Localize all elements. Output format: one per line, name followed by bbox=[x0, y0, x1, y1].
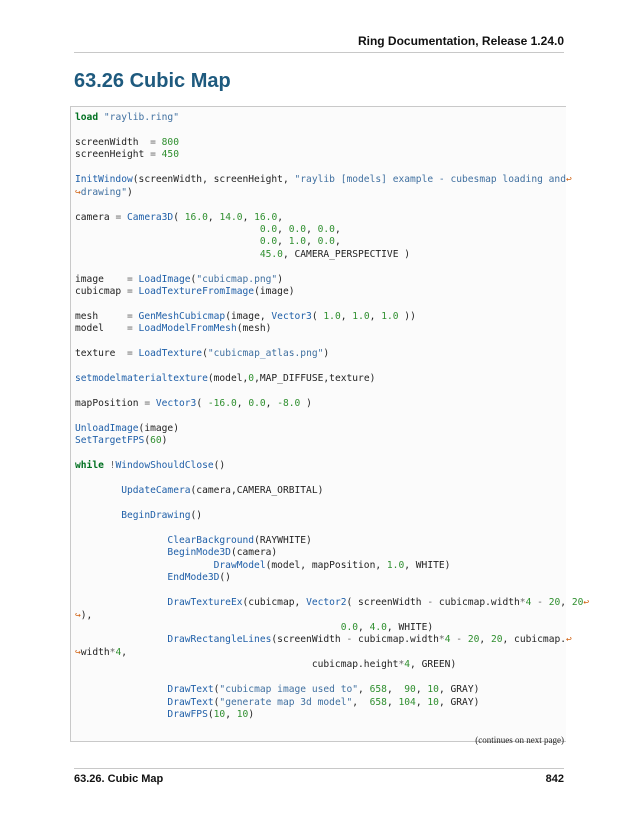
code-token: ( bbox=[144, 435, 151, 447]
code-token: ), bbox=[80, 609, 93, 621]
code-token: (cubicmap, bbox=[242, 597, 307, 609]
code-line bbox=[75, 709, 589, 721]
code-token: cubicmap bbox=[75, 286, 127, 298]
code-token: 0.0 bbox=[259, 223, 278, 235]
code-line bbox=[75, 411, 589, 423]
code-token: texture bbox=[75, 348, 127, 360]
code-token bbox=[75, 560, 214, 571]
code-line bbox=[75, 435, 589, 447]
code-token: , bbox=[277, 211, 284, 223]
code-token: (screenWidth bbox=[271, 634, 347, 646]
code-token: DrawModel bbox=[213, 559, 266, 571]
code-token: 16.0 bbox=[254, 211, 278, 223]
code-token bbox=[75, 224, 260, 235]
code-token: LoadTextureFromImage bbox=[138, 286, 255, 298]
code-token: ) bbox=[161, 435, 168, 447]
code-line bbox=[75, 124, 589, 136]
code-token: 1.0 bbox=[386, 559, 405, 571]
code-token: cubicmap.width bbox=[433, 597, 520, 609]
code-token: (camera) bbox=[230, 547, 278, 559]
code-line bbox=[75, 398, 589, 410]
code-token: )) bbox=[398, 311, 416, 322]
code-token: ( bbox=[190, 273, 197, 285]
code-token: , bbox=[277, 223, 289, 235]
code-token: EndMode3D bbox=[167, 572, 220, 584]
code-token: , GRAY) bbox=[438, 684, 480, 696]
footer-page-number: 842 bbox=[545, 773, 564, 785]
code-token: , bbox=[358, 684, 370, 696]
code-token: , bbox=[386, 696, 399, 708]
code-token: 20 bbox=[490, 634, 503, 646]
code-token: (RAYWHITE) bbox=[254, 534, 312, 546]
code-token: 0.0 bbox=[259, 236, 278, 248]
code-token: ↩ bbox=[583, 597, 590, 609]
code-token: ↪ bbox=[75, 186, 81, 198]
code-token: LoadModelFromMesh bbox=[138, 323, 237, 335]
code-token: "raylib.ring" bbox=[103, 112, 179, 123]
code-token bbox=[75, 249, 260, 260]
code-line bbox=[75, 274, 589, 286]
code-token: 0.0 bbox=[248, 398, 266, 410]
code-token: "raylib [models] example - cubesmap loading and bbox=[294, 174, 566, 186]
code-token: , bbox=[225, 709, 237, 720]
code-token: 4 bbox=[115, 646, 122, 658]
code-token: 450 bbox=[161, 149, 179, 161]
code-line bbox=[75, 187, 589, 199]
footer-divider bbox=[74, 768, 564, 769]
code-token bbox=[75, 547, 167, 558]
code-token: "generate map 3d model" bbox=[219, 696, 353, 708]
code-token: DrawRectangleLines bbox=[167, 634, 272, 646]
code-token: - bbox=[346, 634, 353, 646]
code-token: , bbox=[340, 311, 353, 322]
code-token: , bbox=[121, 646, 128, 658]
code-line bbox=[75, 560, 589, 572]
code-line bbox=[75, 622, 589, 634]
code-token: 10 bbox=[427, 684, 439, 696]
code-line bbox=[75, 249, 589, 261]
code-token: , bbox=[358, 621, 370, 633]
code-listing bbox=[75, 112, 589, 721]
code-token: cubicmap.width bbox=[352, 634, 439, 646]
code-token: 1.0 bbox=[352, 311, 370, 322]
code-token: 20 bbox=[571, 597, 584, 609]
code-line bbox=[75, 286, 589, 298]
code-token: , CAMERA_PERSPECTIVE ) bbox=[282, 248, 411, 260]
code-token: () bbox=[190, 510, 203, 521]
code-token: BeginMode3D bbox=[167, 547, 231, 559]
code-token bbox=[75, 684, 167, 695]
running-header: Ring Documentation, Release 1.24.0 bbox=[357, 34, 564, 48]
code-token bbox=[75, 510, 121, 521]
code-token: 800 bbox=[161, 136, 179, 148]
code-token: * bbox=[519, 597, 526, 609]
code-token: * bbox=[109, 646, 116, 658]
code-token: , bbox=[369, 311, 382, 322]
code-token: 90 bbox=[404, 684, 416, 696]
code-token: , bbox=[415, 684, 428, 696]
code-token: , cubicmap. bbox=[502, 634, 567, 646]
code-token: , bbox=[352, 696, 370, 708]
code-token: (screenWidth, screenHeight, bbox=[132, 174, 295, 186]
code-token: 20 bbox=[467, 634, 480, 646]
code-token: LoadTexture bbox=[138, 348, 203, 360]
code-token: SetTargetFPS bbox=[75, 435, 145, 447]
code-block bbox=[70, 106, 590, 742]
code-token: 60 bbox=[150, 435, 162, 447]
code-token: 0.0 bbox=[317, 223, 335, 235]
code-token: (image) bbox=[254, 286, 295, 298]
code-token: (camera,CAMERA_ORBITAL) bbox=[190, 485, 324, 497]
code-line bbox=[75, 547, 589, 559]
code-line bbox=[75, 460, 589, 472]
code-token: 16.0 bbox=[184, 211, 208, 223]
footer-section-label: 63.26. Cubic Map bbox=[74, 773, 164, 785]
code-line bbox=[75, 162, 589, 174]
code-token: * bbox=[438, 634, 445, 646]
code-token: , bbox=[560, 597, 572, 609]
code-line bbox=[75, 672, 589, 684]
code-line bbox=[75, 535, 589, 547]
code-token: , bbox=[265, 398, 278, 410]
continues-note: (continues on next page) bbox=[475, 735, 564, 745]
code-token: 10 bbox=[236, 709, 249, 720]
code-token: = bbox=[144, 398, 151, 410]
code-token: 658 bbox=[369, 696, 387, 708]
code-token: 10 bbox=[213, 709, 226, 720]
code-token: image bbox=[75, 273, 127, 285]
code-token: 20 bbox=[548, 597, 561, 609]
code-token: - bbox=[427, 597, 434, 609]
code-token: , bbox=[236, 398, 249, 410]
code-token: , GRAY) bbox=[438, 696, 480, 708]
code-token: screenWidth bbox=[75, 136, 151, 148]
code-line bbox=[75, 473, 589, 485]
code-token: 0 bbox=[248, 373, 255, 385]
code-line bbox=[75, 361, 589, 373]
code-token: Vector3 bbox=[271, 311, 312, 322]
code-token: * bbox=[398, 659, 405, 671]
code-token: ( bbox=[173, 211, 185, 223]
code-token: 14.0 bbox=[219, 211, 243, 223]
code-token: = bbox=[115, 211, 122, 223]
code-token: 1.0 bbox=[381, 311, 399, 322]
code-token: 10 bbox=[427, 696, 439, 708]
code-token: while bbox=[75, 460, 104, 472]
code-line bbox=[75, 174, 589, 186]
code-token: cubicmap.height bbox=[75, 659, 399, 671]
code-token: "cubicmap.png" bbox=[196, 273, 278, 285]
code-token bbox=[75, 535, 167, 546]
code-token: mapPosition bbox=[75, 398, 145, 410]
code-token: UnloadImage bbox=[75, 422, 139, 434]
code-token bbox=[75, 709, 167, 720]
code-token: 0.0 bbox=[340, 621, 359, 633]
code-token: = bbox=[126, 273, 133, 285]
code-token: "cubicmap image used to" bbox=[219, 684, 359, 696]
code-token: , bbox=[306, 223, 318, 235]
code-token: ) bbox=[323, 348, 330, 360]
code-token bbox=[75, 634, 167, 645]
code-token: , WHITE) bbox=[404, 559, 451, 571]
code-token: DrawTextureEx bbox=[167, 597, 243, 609]
code-token: UpdateCamera bbox=[121, 485, 191, 497]
code-token: - bbox=[537, 597, 543, 609]
code-token: 4 bbox=[444, 634, 451, 646]
code-token: ↩ bbox=[565, 174, 572, 186]
code-token: , WHITE) bbox=[386, 621, 434, 633]
code-token: = bbox=[126, 323, 133, 335]
code-token: , bbox=[306, 236, 318, 248]
section-title: 63.26 Cubic Map bbox=[74, 70, 231, 92]
code-token: ) bbox=[248, 709, 255, 720]
code-token: ) bbox=[277, 273, 283, 285]
code-line bbox=[75, 199, 589, 211]
code-token: ( bbox=[207, 709, 214, 720]
code-token: , bbox=[386, 684, 405, 696]
code-token: load bbox=[75, 112, 99, 123]
code-token: 1.0 bbox=[288, 236, 307, 248]
code-token: ( bbox=[213, 696, 220, 708]
code-token: mesh bbox=[75, 311, 127, 322]
code-token: , bbox=[207, 211, 220, 223]
code-token: model bbox=[75, 323, 127, 335]
code-line bbox=[75, 684, 589, 696]
code-token: (model, bbox=[207, 373, 249, 385]
code-token: = bbox=[150, 136, 156, 148]
code-line bbox=[75, 585, 589, 597]
code-token: ( bbox=[311, 311, 324, 322]
code-token: Vector2 bbox=[306, 597, 347, 609]
code-token: ↩ bbox=[566, 634, 572, 646]
code-line bbox=[75, 634, 589, 646]
code-token: camera bbox=[75, 211, 116, 223]
code-token: () bbox=[213, 460, 226, 472]
code-token: ClearBackground bbox=[167, 534, 255, 546]
code-token: WindowShouldClose bbox=[115, 460, 214, 472]
code-token: , bbox=[242, 211, 255, 223]
code-line bbox=[75, 610, 589, 622]
code-token: = bbox=[126, 286, 133, 298]
code-line bbox=[75, 498, 589, 510]
code-token: (image) bbox=[138, 422, 179, 434]
code-token: ↪ bbox=[75, 609, 81, 621]
code-token bbox=[75, 597, 167, 608]
code-line bbox=[75, 236, 589, 248]
code-token: , bbox=[277, 236, 289, 248]
code-line bbox=[75, 212, 589, 224]
code-token bbox=[75, 697, 167, 708]
code-token: - bbox=[456, 634, 463, 646]
code-token: setmodelmaterialtexture bbox=[75, 373, 208, 385]
code-token: InitWindow bbox=[75, 174, 133, 186]
code-token: ( bbox=[202, 348, 208, 360]
code-token: 104 bbox=[398, 696, 416, 708]
code-token: = bbox=[126, 311, 133, 322]
code-token: ( bbox=[196, 398, 208, 410]
code-token: BeginDrawing bbox=[121, 510, 191, 521]
code-line bbox=[75, 448, 589, 460]
code-line bbox=[75, 311, 589, 323]
code-token: DrawFPS bbox=[167, 709, 208, 720]
code-token: = bbox=[150, 149, 156, 161]
code-token: screenHeight bbox=[75, 149, 151, 161]
code-token: -8.0 bbox=[277, 398, 301, 410]
code-line bbox=[75, 597, 589, 609]
code-token: , bbox=[479, 634, 491, 646]
code-token: ,MAP_DIFFUSE,texture) bbox=[254, 373, 376, 385]
code-line bbox=[75, 299, 589, 311]
code-line bbox=[75, 522, 589, 534]
code-line bbox=[75, 336, 589, 348]
code-token: 4.0 bbox=[369, 621, 387, 633]
code-line bbox=[75, 659, 589, 671]
code-line bbox=[75, 323, 589, 335]
code-token: 0.0 bbox=[317, 236, 335, 248]
code-token: Camera3D bbox=[127, 211, 174, 223]
code-token: ↪ bbox=[75, 646, 81, 658]
code-token: ) bbox=[300, 398, 312, 410]
code-token: (image, bbox=[225, 311, 272, 322]
code-line bbox=[75, 373, 589, 385]
code-token: 0.0 bbox=[288, 223, 307, 235]
code-token: ) bbox=[127, 186, 133, 198]
code-token: () bbox=[219, 572, 231, 584]
code-token: ( screenWidth bbox=[346, 597, 428, 609]
code-token: 4 bbox=[525, 597, 532, 609]
code-token: , bbox=[334, 236, 341, 248]
code-token: "cubicmap_atlas.png" bbox=[207, 348, 324, 360]
code-token: 658 bbox=[369, 684, 387, 696]
code-line bbox=[75, 348, 589, 360]
code-line bbox=[75, 149, 589, 161]
code-token: ( bbox=[213, 684, 220, 696]
code-token: width bbox=[80, 646, 110, 658]
code-token bbox=[75, 622, 341, 633]
code-line bbox=[75, 261, 589, 273]
code-token: (model, mapPosition, bbox=[265, 559, 387, 571]
code-line bbox=[75, 137, 589, 149]
code-token bbox=[75, 572, 167, 583]
code-token: 45.0 bbox=[259, 248, 283, 260]
code-token: drawing" bbox=[80, 186, 127, 198]
code-token: DrawText bbox=[167, 684, 214, 696]
code-line bbox=[75, 485, 589, 497]
code-token: ! bbox=[109, 460, 116, 472]
code-token: GenMeshCubicmap bbox=[138, 311, 226, 322]
code-token: (mesh) bbox=[236, 323, 272, 335]
code-token: 4 bbox=[404, 659, 411, 671]
code-token: -16.0 bbox=[207, 398, 237, 410]
code-token bbox=[75, 236, 260, 247]
code-token: , bbox=[334, 223, 341, 235]
code-line bbox=[75, 224, 589, 236]
header-divider bbox=[74, 52, 564, 53]
code-line bbox=[75, 510, 589, 522]
code-token: Vector3 bbox=[155, 398, 197, 410]
code-token: LoadImage bbox=[138, 273, 191, 285]
code-line bbox=[75, 647, 589, 659]
code-token: = bbox=[126, 348, 133, 360]
code-line bbox=[75, 386, 589, 398]
code-token: , GREEN) bbox=[410, 659, 457, 671]
code-token: 1.0 bbox=[323, 311, 341, 322]
code-line bbox=[75, 697, 589, 709]
code-line bbox=[75, 112, 589, 124]
code-token bbox=[75, 485, 121, 496]
code-token: , bbox=[415, 696, 428, 708]
code-token: DrawText bbox=[167, 696, 214, 708]
code-line bbox=[75, 572, 589, 584]
code-line bbox=[75, 423, 589, 435]
